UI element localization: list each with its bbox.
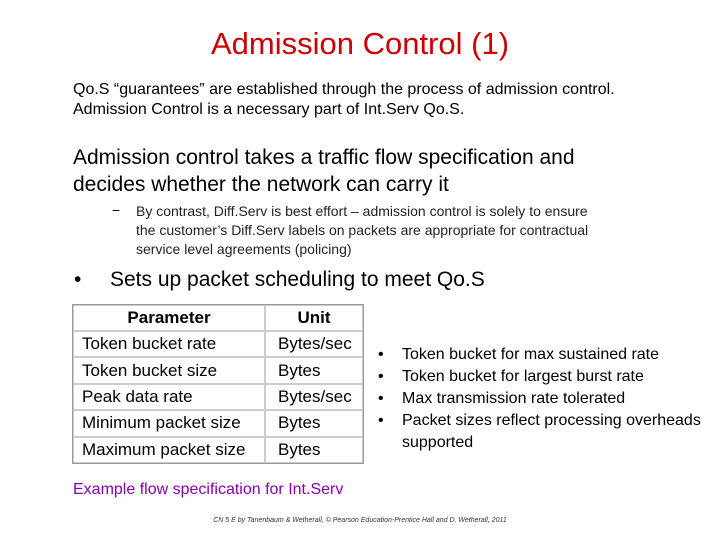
parameter-cell: Maximum packet size: [73, 437, 265, 463]
intro-line: Qo.S “guarantees” are established through the process of admission control.: [73, 81, 615, 98]
table-row: [73, 384, 363, 410]
unit-cell: Bytes/sec: [265, 331, 363, 357]
parameter-cell: Peak data rate: [73, 384, 265, 410]
intro-line: Admission Control is a necessary part of Int.Serv Qo.S.: [73, 101, 465, 118]
sub-point-line: the customer’s Diff.Serv labels on packets are appropriate for contractual: [136, 222, 589, 238]
table-row: [73, 331, 363, 357]
intro-paragraph: [73, 80, 713, 120]
unit-cell: Bytes/sec: [265, 384, 363, 410]
unit-cell: Bytes: [265, 437, 363, 463]
slide-title: Admission Control (1): [210, 26, 510, 61]
bullet-icon: •: [378, 368, 384, 385]
table-row: [73, 357, 363, 383]
bullet-icon: •: [378, 412, 384, 429]
list-item-text: Max transmission rate tolerated: [402, 390, 626, 407]
table-header-row: [73, 305, 363, 331]
unit-cell: Bytes: [265, 357, 363, 383]
main-point-line: Admission control takes a traffic flow specification and: [73, 146, 575, 169]
list-item: [378, 366, 708, 388]
list-item-text: Token bucket for largest burst rate: [402, 368, 644, 385]
parameter-cell: Minimum packet size: [73, 410, 265, 436]
table-row: [73, 437, 363, 463]
main-point: [73, 144, 713, 198]
table-row: [73, 410, 363, 436]
list-item: [378, 410, 708, 454]
list-item: [378, 388, 708, 410]
list-item-text: Packet sizes reflect processing overheads supported: [402, 412, 701, 451]
header-unit: Unit: [265, 305, 363, 331]
header-parameter: Parameter: [73, 305, 265, 331]
parameter-cell: Token bucket size: [73, 357, 265, 383]
bullet-text: Sets up packet scheduling to meet Qo.S: [110, 268, 485, 291]
list-item: [378, 344, 708, 366]
bullet-icon: •: [378, 346, 384, 363]
parameter-cell: Token bucket rate: [73, 331, 265, 357]
table-caption: Example flow specification for Int.Serv: [73, 481, 344, 498]
bullet-icon: •: [74, 268, 82, 291]
flow-spec-notes: [378, 344, 708, 454]
sub-point: [136, 202, 676, 259]
sub-point-line: service level agreements (policing): [136, 241, 352, 257]
main-point-line: decides whether the network can carry it: [73, 173, 449, 196]
bullet-icon: •: [378, 390, 384, 407]
sub-point-line: By contrast, Diff.Serv is best effort – admission control is solely to ensure: [136, 203, 588, 219]
dash-bullet-icon: −: [112, 202, 121, 218]
unit-cell: Bytes: [265, 410, 363, 436]
flow-spec-table: [72, 304, 364, 464]
slide-footer: CN 5 E by Tanenbaum & Wetherall, © Pearson Education-Prentice Hall and D. Wetherall, 2011: [213, 517, 507, 524]
list-item-text: Token bucket for max sustained rate: [402, 346, 660, 363]
